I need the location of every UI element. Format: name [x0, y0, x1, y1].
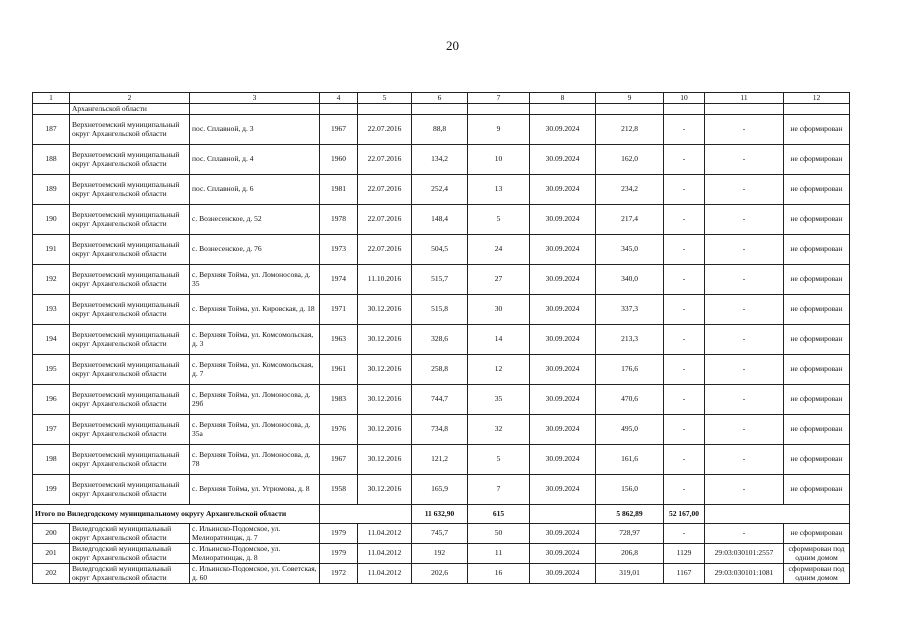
address-cell: с. Верхняя Тойма, ул. Ломоносова, д. 35: [190, 265, 320, 295]
column-number: 10: [664, 93, 705, 104]
area-2-cell: 337,3: [596, 295, 664, 325]
total-land-area: 52 167,00: [664, 505, 705, 524]
year-built-cell: 1974: [320, 265, 358, 295]
land-status-cell: не сформирован: [784, 385, 850, 415]
land-area-cell: -: [664, 385, 705, 415]
continuation-row: [33, 104, 850, 115]
cadastral-number-cell: -: [705, 524, 784, 544]
area-cell: 192: [412, 544, 468, 564]
register-table-body: [33, 93, 850, 584]
recognition-date-cell: 22.07.2016: [358, 205, 412, 235]
column-number: 5: [358, 93, 412, 104]
recognition-date-cell: 22.07.2016: [358, 235, 412, 265]
recognition-date-cell: 11.10.2016: [358, 265, 412, 295]
municipality-cell: Верхнетоемский муниципальный округ Архангельской области: [70, 325, 190, 355]
recognition-date-cell: 30.12.2016: [358, 325, 412, 355]
area-2-cell: 345,0: [596, 235, 664, 265]
land-area-cell: -: [664, 325, 705, 355]
cadastral-number-cell: -: [705, 415, 784, 445]
total-area-2: 5 862,89: [596, 505, 664, 524]
municipality-cell: Верхнетоемский муниципальный округ Архангельской области: [70, 475, 190, 505]
cadastral-number-cell: -: [705, 265, 784, 295]
land-area-cell: -: [664, 355, 705, 385]
recognition-date-cell: 11.04.2012: [358, 564, 412, 584]
land-status-cell: не сформирован: [784, 205, 850, 235]
area-2-cell: 161,6: [596, 445, 664, 475]
row-number-cell: 202: [33, 564, 70, 584]
municipality-cell: Верхнетоемский муниципальный округ Архангельской области: [70, 205, 190, 235]
planned-date-cell: 30.09.2024: [530, 325, 596, 355]
area-cell: 745,7: [412, 524, 468, 544]
area-2-cell: 234,2: [596, 175, 664, 205]
land-area-cell: -: [664, 475, 705, 505]
row-number-cell: 200: [33, 524, 70, 544]
land-area-cell: -: [664, 145, 705, 175]
area-2-cell: 213,3: [596, 325, 664, 355]
recognition-date-cell: 30.12.2016: [358, 355, 412, 385]
land-area-cell: 1129: [664, 544, 705, 564]
year-built-cell: 1960: [320, 145, 358, 175]
register-table: [32, 92, 850, 584]
land-status-cell: не сформирован: [784, 145, 850, 175]
planned-date-cell: 30.09.2024: [530, 524, 596, 544]
land-area-cell: -: [664, 175, 705, 205]
cadastral-number-cell: 29:03:030101:1081: [705, 564, 784, 584]
residents-cell: 11: [468, 544, 530, 564]
municipality-cell: Виледгодский муниципальный округ Архангельской области: [70, 544, 190, 564]
page-number: 20: [446, 38, 459, 53]
land-area-cell: -: [664, 445, 705, 475]
land-status-cell: не сформирован: [784, 355, 850, 385]
cadastral-number-cell: -: [705, 355, 784, 385]
area-2-cell: 319,01: [596, 564, 664, 584]
municipality-cell: Виледгодский муниципальный округ Архангельской области: [70, 524, 190, 544]
year-built-cell: 1981: [320, 175, 358, 205]
cadastral-number-cell: -: [705, 145, 784, 175]
row-number-cell: 187: [33, 115, 70, 145]
residents-cell: 35: [468, 385, 530, 415]
area-2-cell: 728,97: [596, 524, 664, 544]
land-status-cell: не сформирован: [784, 115, 850, 145]
address-cell: с. Верхняя Тойма, ул. Комсомольская, д. 3: [190, 325, 320, 355]
land-area-cell: -: [664, 524, 705, 544]
cadastral-number-cell: -: [705, 385, 784, 415]
table-row: [33, 235, 850, 265]
municipality-cell: Верхнетоемский муниципальный округ Архангельской области: [70, 265, 190, 295]
address-cell: с. Ильинско-Подомское, ул. Советская, д. 60: [190, 564, 320, 584]
land-area-cell: -: [664, 235, 705, 265]
land-area-cell: -: [664, 415, 705, 445]
municipality-cell: Верхнетоемский муниципальный округ Архангельской области: [70, 445, 190, 475]
cadastral-number-cell: 29:03:030101:2557: [705, 544, 784, 564]
total-row: [33, 505, 850, 524]
cadastral-number-cell: -: [705, 475, 784, 505]
table-row: [33, 265, 850, 295]
total-area: 11 632,90: [412, 505, 468, 524]
area-cell: 134,2: [412, 145, 468, 175]
continuation-text: Архангельской области: [70, 104, 190, 115]
recognition-date-cell: 30.12.2016: [358, 475, 412, 505]
address-cell: пос. Сплавной, д. 6: [190, 175, 320, 205]
planned-date-cell: 30.09.2024: [530, 145, 596, 175]
address-cell: с. Верхняя Тойма, ул. Кировская, д. 18: [190, 295, 320, 325]
table-row: [33, 524, 850, 544]
row-number-cell: 194: [33, 325, 70, 355]
address-cell: с. Верхняя Тойма, ул. Угрюмова, д. 8: [190, 475, 320, 505]
municipality-cell: Верхнетоемский муниципальный округ Архангельской области: [70, 175, 190, 205]
year-built-cell: 1979: [320, 524, 358, 544]
land-area-cell: -: [664, 205, 705, 235]
recognition-date-cell: 30.12.2016: [358, 295, 412, 325]
row-number-cell: 198: [33, 445, 70, 475]
area-cell: 744,7: [412, 385, 468, 415]
address-cell: с. Верхняя Тойма, ул. Ломоносова, д. 35а: [190, 415, 320, 445]
table-row: [33, 564, 850, 584]
table-row: [33, 445, 850, 475]
area-cell: 734,8: [412, 415, 468, 445]
total-residents: 615: [468, 505, 530, 524]
area-2-cell: 470,6: [596, 385, 664, 415]
address-cell: с. Вознесенское, д. 52: [190, 205, 320, 235]
planned-date-cell: 30.09.2024: [530, 564, 596, 584]
area-2-cell: 156,0: [596, 475, 664, 505]
residents-cell: 27: [468, 265, 530, 295]
residents-cell: 14: [468, 325, 530, 355]
residents-cell: 10: [468, 145, 530, 175]
recognition-date-cell: 30.12.2016: [358, 385, 412, 415]
area-2-cell: 176,6: [596, 355, 664, 385]
row-number-cell: 201: [33, 544, 70, 564]
area-cell: 165,9: [412, 475, 468, 505]
total-empty: [320, 505, 412, 524]
area-cell: 148,4: [412, 205, 468, 235]
land-area-cell: -: [664, 115, 705, 145]
row-number-cell: 189: [33, 175, 70, 205]
table-row: [33, 415, 850, 445]
land-status-cell: не сформирован: [784, 175, 850, 205]
area-cell: 515,8: [412, 295, 468, 325]
year-built-cell: 1958: [320, 475, 358, 505]
land-status-cell: сформирован под одним домом: [784, 544, 850, 564]
year-built-cell: 1963: [320, 325, 358, 355]
land-status-cell: сформирован под одним домом: [784, 564, 850, 584]
table-row: [33, 355, 850, 385]
area-cell: 88,8: [412, 115, 468, 145]
cadastral-number-cell: -: [705, 175, 784, 205]
address-cell: с. Верхняя Тойма, ул. Ломоносова, д. 29б: [190, 385, 320, 415]
municipality-cell: Верхнетоемский муниципальный округ Архангельской области: [70, 415, 190, 445]
column-number: 6: [412, 93, 468, 104]
row-number-cell: 195: [33, 355, 70, 385]
area-2-cell: 217,4: [596, 205, 664, 235]
year-built-cell: 1967: [320, 445, 358, 475]
land-status-cell: не сформирован: [784, 445, 850, 475]
residents-cell: 12: [468, 355, 530, 385]
planned-date-cell: 30.09.2024: [530, 235, 596, 265]
land-area-cell: -: [664, 265, 705, 295]
planned-date-cell: 30.09.2024: [530, 355, 596, 385]
residents-cell: 30: [468, 295, 530, 325]
municipality-cell: Верхнетоемский муниципальный округ Архангельской области: [70, 385, 190, 415]
area-2-cell: 340,0: [596, 265, 664, 295]
address-cell: пос. Сплавной, д. 3: [190, 115, 320, 145]
row-number-cell: 193: [33, 295, 70, 325]
table-row: [33, 205, 850, 235]
municipality-cell: Верхнетоемский муниципальный округ Архангельской области: [70, 355, 190, 385]
row-number-cell: 197: [33, 415, 70, 445]
address-cell: с. Ильинско-Подомское, ул. Мелиоратинцак, д. 8: [190, 544, 320, 564]
year-built-cell: 1971: [320, 295, 358, 325]
table-row: [33, 175, 850, 205]
column-number: 9: [596, 93, 664, 104]
address-cell: с. Вознесенское, д. 76: [190, 235, 320, 265]
residents-cell: 24: [468, 235, 530, 265]
cadastral-number-cell: -: [705, 325, 784, 355]
column-number: 2: [70, 93, 190, 104]
table-row: [33, 385, 850, 415]
row-number-cell: 192: [33, 265, 70, 295]
year-built-cell: 1979: [320, 544, 358, 564]
area-cell: 202,6: [412, 564, 468, 584]
year-built-cell: 1967: [320, 115, 358, 145]
residents-cell: 13: [468, 175, 530, 205]
planned-date-cell: 30.09.2024: [530, 544, 596, 564]
cadastral-number-cell: -: [705, 295, 784, 325]
residents-cell: 5: [468, 445, 530, 475]
municipality-cell: Верхнетоемский муниципальный округ Архангельской области: [70, 115, 190, 145]
recognition-date-cell: 22.07.2016: [358, 145, 412, 175]
land-status-cell: не сформирован: [784, 235, 850, 265]
area-2-cell: 212,8: [596, 115, 664, 145]
column-number: 3: [190, 93, 320, 104]
table-row: [33, 544, 850, 564]
planned-date-cell: 30.09.2024: [530, 385, 596, 415]
residents-cell: 32: [468, 415, 530, 445]
year-built-cell: 1973: [320, 235, 358, 265]
row-number-cell: 188: [33, 145, 70, 175]
planned-date-cell: 30.09.2024: [530, 265, 596, 295]
address-cell: с. Верхняя Тойма, ул. Комсомольская, д. 7: [190, 355, 320, 385]
table-row: [33, 475, 850, 505]
row-number-cell: 199: [33, 475, 70, 505]
cadastral-number-cell: -: [705, 205, 784, 235]
planned-date-cell: 30.09.2024: [530, 115, 596, 145]
land-area-cell: -: [664, 295, 705, 325]
address-cell: с. Ильинско-Подомское, ул. Мелиоратинцак, д. 7: [190, 524, 320, 544]
table-row: [33, 145, 850, 175]
planned-date-cell: 30.09.2024: [530, 415, 596, 445]
recognition-date-cell: 22.07.2016: [358, 115, 412, 145]
table-row: [33, 325, 850, 355]
residents-cell: 9: [468, 115, 530, 145]
column-number: 11: [705, 93, 784, 104]
land-status-cell: не сформирован: [784, 524, 850, 544]
municipality-cell: Верхнетоемский муниципальный округ Архангельской области: [70, 235, 190, 265]
year-built-cell: 1983: [320, 385, 358, 415]
municipality-cell: Верхнетоемский муниципальный округ Архангельской области: [70, 295, 190, 325]
column-number: 4: [320, 93, 358, 104]
land-status-cell: не сформирован: [784, 325, 850, 355]
column-number-row: [33, 93, 850, 104]
table-row: [33, 115, 850, 145]
area-cell: 258,8: [412, 355, 468, 385]
recognition-date-cell: 11.04.2012: [358, 524, 412, 544]
planned-date-cell: 30.09.2024: [530, 475, 596, 505]
year-built-cell: 1961: [320, 355, 358, 385]
recognition-date-cell: 11.04.2012: [358, 544, 412, 564]
cadastral-number-cell: -: [705, 235, 784, 265]
row-number-cell: 191: [33, 235, 70, 265]
cadastral-number-cell: -: [705, 115, 784, 145]
total-empty: [530, 505, 596, 524]
column-number: 12: [784, 93, 850, 104]
row-number-cell: 190: [33, 205, 70, 235]
recognition-date-cell: 22.07.2016: [358, 175, 412, 205]
recognition-date-cell: 30.12.2016: [358, 445, 412, 475]
municipality-cell: Виледгодский муниципальный округ Архангельской области: [70, 564, 190, 584]
residents-cell: 50: [468, 524, 530, 544]
area-cell: 121,2: [412, 445, 468, 475]
land-status-cell: не сформирован: [784, 295, 850, 325]
land-status-cell: не сформирован: [784, 415, 850, 445]
area-2-cell: 162,0: [596, 145, 664, 175]
planned-date-cell: 30.09.2024: [530, 295, 596, 325]
year-built-cell: 1972: [320, 564, 358, 584]
residents-cell: 7: [468, 475, 530, 505]
column-number: 7: [468, 93, 530, 104]
municipality-cell: Верхнетоемский муниципальный округ Архангельской области: [70, 145, 190, 175]
row-number-cell: 196: [33, 385, 70, 415]
planned-date-cell: 30.09.2024: [530, 445, 596, 475]
land-area-cell: 1167: [664, 564, 705, 584]
total-label: Итого по Виледгодскому муниципальному округу Архангельской области: [33, 505, 320, 524]
column-number: 8: [530, 93, 596, 104]
area-cell: 504,5: [412, 235, 468, 265]
land-status-cell: не сформирован: [784, 265, 850, 295]
year-built-cell: 1976: [320, 415, 358, 445]
address-cell: пос. Сплавной, д. 4: [190, 145, 320, 175]
area-2-cell: 206,8: [596, 544, 664, 564]
area-2-cell: 495,0: [596, 415, 664, 445]
area-cell: 328,6: [412, 325, 468, 355]
residents-cell: 16: [468, 564, 530, 584]
year-built-cell: 1978: [320, 205, 358, 235]
area-cell: 515,7: [412, 265, 468, 295]
cadastral-number-cell: -: [705, 445, 784, 475]
residents-cell: 5: [468, 205, 530, 235]
recognition-date-cell: 30.12.2016: [358, 415, 412, 445]
planned-date-cell: 30.09.2024: [530, 175, 596, 205]
table-row: [33, 295, 850, 325]
address-cell: с. Верхняя Тойма, ул. Ломоносова, д. 78: [190, 445, 320, 475]
land-status-cell: не сформирован: [784, 475, 850, 505]
planned-date-cell: 30.09.2024: [530, 205, 596, 235]
total-empty: [705, 505, 850, 524]
area-cell: 252,4: [412, 175, 468, 205]
column-number: 1: [33, 93, 70, 104]
